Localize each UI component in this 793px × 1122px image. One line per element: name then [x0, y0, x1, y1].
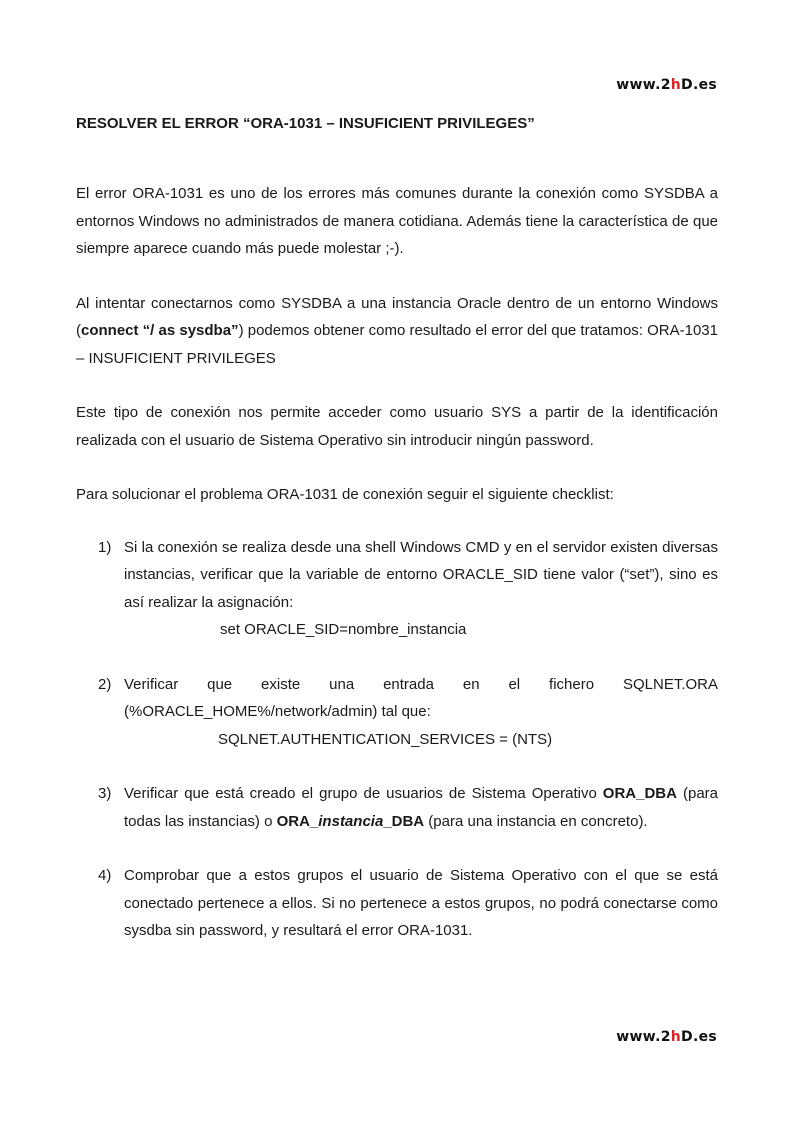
header-site-accent: h	[670, 77, 682, 93]
page-title: RESOLVER EL ERROR “ORA-1031 – INSUFICIENT PRIVILEGES”	[76, 115, 535, 132]
header-site-post: D.es	[681, 77, 717, 93]
footer-site-accent: h	[670, 1029, 682, 1045]
footer-site-post: D.es	[681, 1029, 717, 1045]
item-text-b: (para todas las instancias) o	[124, 785, 719, 830]
group-instance-name: instancia	[318, 812, 384, 830]
item-text-c: (para una instancia en concreto).	[424, 812, 648, 830]
connect-paragraph	[76, 290, 718, 373]
item-text-a: Verificar que está creado el grupo de usuarios de Sistema Operativo	[124, 785, 603, 802]
document-body	[76, 114, 718, 945]
item-text-line1: Verificar que existe una entrada en el fichero SQLNET.ORA	[124, 675, 718, 693]
header-site-pre: www.2	[616, 77, 671, 93]
checklist-item-1	[76, 534, 718, 644]
item-text: Comprobar que a estos grupos el usuario de Sistema Operativo con el que se está conectado pertenece a ellos. Si no pertenece a estos grupos, no podrá conectarse como sysdba sin password, y resultará el error ORA-1031.	[124, 867, 718, 939]
footer-site-logo	[616, 1029, 717, 1045]
checklist	[76, 534, 718, 945]
checklist-item-3	[76, 780, 718, 835]
group-suffix: _DBA	[383, 812, 425, 830]
item-text	[124, 780, 718, 835]
group-ora-instancia-dba	[277, 813, 425, 830]
intro-paragraph: El error ORA-1031 es uno de los errores más comunes durante la conexión como SYSDBA a entornos Windows no administrados de manera cotidiana. Además tiene la característica de que siempre aparece cuando más puede molestar ;-).	[76, 185, 718, 257]
connection-type-paragraph: Este tipo de conexión nos permite acceder como usuario SYS a partir de la identificación realizada con el usuario de Sistema Operativo sin introducir ningún password.	[76, 404, 718, 449]
item-command: SQLNET.AUTHENTICATION_SERVICES = (NTS)	[218, 730, 553, 748]
item-number: 3)	[98, 785, 112, 802]
item-number: 2)	[98, 675, 112, 693]
group-prefix: ORA_	[276, 812, 319, 830]
item-number: 1)	[98, 538, 112, 556]
item-text-line2: (%ORACLE_HOME%/network/admin) tal que:	[124, 703, 431, 720]
group-ora-dba: ORA_DBA	[602, 785, 677, 802]
checklist-intro: Para solucionar el problema ORA-1031 de conexión seguir el siguiente checklist:	[76, 486, 614, 503]
item-number: 4)	[98, 867, 112, 884]
footer-site-pre: www.2	[616, 1029, 671, 1045]
connect-command: connect “/ as sysdba”	[81, 322, 239, 339]
header-site-logo	[616, 77, 717, 93]
item-command: set ORACLE_SID=nombre_instancia	[220, 621, 467, 638]
connect-text-a: Al intentar conectarnos como SYSDBA a una instancia Oracle dentro de un entorno Windows (	[76, 294, 718, 339]
checklist-item-4	[76, 862, 718, 945]
item-text: Si la conexión se realiza desde una shell Windows CMD y en el servidor existen diversas instancias, verificar que la variable de entorno ORACLE_SID tiene valor (“set”), sino es así realizar la asignación:	[124, 538, 718, 611]
checklist-item-2	[76, 671, 718, 754]
connect-text-b: ) podemos obtener como resultado el error del que tratamos: ORA-1031 – INSUFICIENT PRIVILEGES	[76, 322, 718, 367]
